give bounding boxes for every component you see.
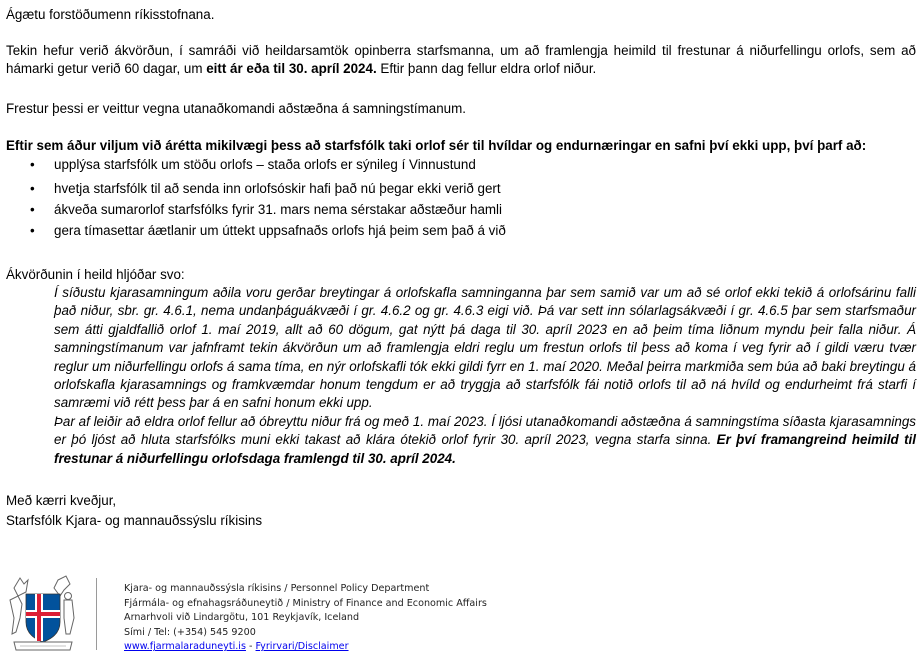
list-item: • gera tímasettar áætlanir um úttekt uppsafnaðs orlofs hjá þeim sem það á við	[6, 222, 886, 240]
decision-quote-text: Þar af leiðir að eldra orlof fellur að óbreyttu niður frá og með 1. maí 2023. Í ljósi utanaðkomandi aðstæðna á samningstíma síðasta kjarasamnings er þó ljóst að hluta starfsfólks muni ekki takast að klára ótekið orlof fyrir 30. apríl 2023, vegna starfa sinna.	[54, 413, 916, 448]
footer-link-separator: -	[245, 641, 256, 653]
footer-ministry: Fjármála- og efnahagsráðuneytið / Ministry of Finance and Economic Affairs	[124, 597, 487, 609]
paragraph-emphasis-bold: Eftir sem áður viljum við árétta mikilvægi þess að starfsfólk taki orlof sér til hvíldar og endurnæringar en safni því ekki upp, því þarf að:	[6, 138, 867, 153]
list-item: • hvetja starfsfólk til að senda inn orlofsóskir hafi það nú þegar ekki verið gert	[6, 180, 886, 198]
footer-links	[124, 640, 487, 655]
footer-department: Kjara- og mannauðssýsla ríkisins / Personnel Policy Department	[124, 583, 430, 594]
footer-divider	[96, 578, 97, 650]
footer-text	[124, 582, 487, 655]
action-list	[6, 156, 886, 240]
disclaimer-link[interactable]: Fyrirvari/Disclaimer	[255, 641, 349, 653]
decision-quote-bold: Er því framangreind heimild til frestunar á niðurfellingu orlofsdaga framlengd til 30. apríl 2024.	[54, 432, 916, 466]
icelandic-coat-of-arms-icon	[8, 574, 78, 654]
paragraph-emphasis	[6, 137, 916, 155]
list-item: • ákveða sumarorlof starfsfólks fyrir 31. mars nema sérstakar aðstæður hamli	[6, 201, 886, 219]
footer-phone: Sími / Tel: (+354) 545 9200	[124, 626, 256, 638]
greeting: Ágætu forstöðumenn ríkisstofnana.	[6, 7, 215, 22]
signature: Starfsfólk Kjara- og mannauðssýslu ríkisins	[6, 513, 263, 528]
email-footer	[8, 572, 908, 656]
closing: Með kærri kveðjur,	[6, 493, 117, 508]
list-item: • upplýsa starfsfólk um stöðu orlofs – staða orlofs er sýnileg í Vinnustund	[6, 156, 886, 174]
paragraph-extension-text-2: Eftir þann dag fellur eldra orlof niður.	[376, 61, 597, 76]
paragraph-extension-bold: eitt ár eða til 30. apríl 2024.	[206, 61, 377, 76]
paragraph-extension-text-1: Tekin hefur verið ákvörðun, í samráði við heildarsamtök opinberra starfsmanna, um að framlengja heimild til frestunar á niðurfellingu orlofs, sem að hámarki getur verið 60 dagar, um	[6, 43, 916, 76]
decision-quote-paragraph-1: Í síðustu kjarasamningum aðila voru gerðar breytingar á orlofskafla samninganna þar sem samið var um að sé orlof ekki tekið á orlofsárinu falli það niður, sbr. gr. 4.6.1, nema undanþáguákvæði í gr. 4.6.2 og gr. 4.6.3 eigi við. Þá var sett inn sólarlagsákvæði í gr. 4.6.5 þar sem starfsmaður sem átti gjaldfallið orlof 1. maí 2019, allt að 60 dögum, gat nýtt þá daga til 30. apríl 2023 en að þeim tíma liðnum myndu þeir falla niður. Á samningstímanum var jafnframt tekin ákvörðun um að framlengja eldri reglu um frestun orlofs til þess að koma í veg fyrir að í gildi væru tvær reglur um niðurfellingu orlofs á sama tíma, en nýr orlofskafli tók ekki gildi fyrr en 1. maí 2020. Meðal þeirra markmiða sem búa að baki breytingu á orlofskafla kjarasamnings og framkvæmdar honum tengdum er að tryggja að starfsfólk fái notið orlofs til að ná hvíld og endurheimt frá starfi í samræmi við rétt þess þar á en safni honum ekki upp.	[54, 285, 916, 411]
paragraph-reason: Frestur þessi er veittur vegna utanaðkomandi aðstæðna á samningstímanum.	[6, 101, 466, 116]
website-link[interactable]: www.fjarmalaraduneyti.is	[124, 641, 246, 653]
decision-quote-paragraph-2	[54, 413, 916, 468]
paragraph-extension	[6, 42, 916, 78]
decision-intro: Ákvörðunin í heild hljóðar svo:	[6, 267, 185, 282]
decision-quote	[54, 284, 916, 468]
footer-address: Arnarhvoli við Lindargötu, 101 Reykjavík, Iceland	[124, 612, 360, 624]
